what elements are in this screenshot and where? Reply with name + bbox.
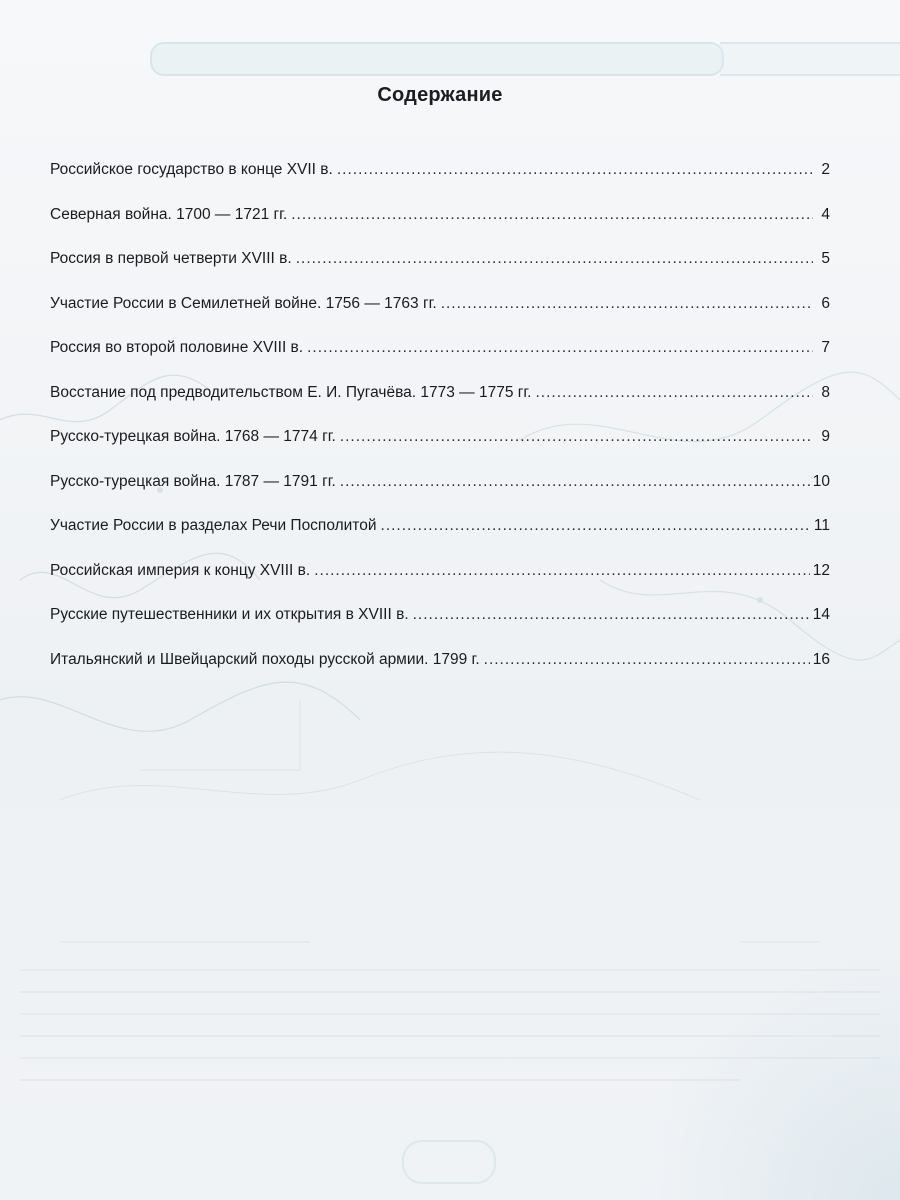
toc-entry-title: Восстание под предводительством Е. И. Пугачёва. 1773 — 1775 гг. [50,383,532,401]
toc-dot-leader [291,205,813,225]
toc-dot-leader [340,427,813,447]
toc-entry-page-number: 14 [812,606,830,623]
toc-dot-leader [535,383,813,403]
toc-title: Содержание [377,84,503,106]
toc-entry-page-number: 9 [821,428,830,445]
toc-entry [50,561,830,606]
page-corner-shadow [640,940,900,1200]
toc-entry-page-number: 12 [812,561,830,579]
toc-entry-title: Россия в первой четверти XVIII в. [50,250,292,267]
toc-entry-page-number: 7 [821,339,830,356]
toc-entry [50,249,830,294]
toc-entry-page-number: 10 [812,472,830,490]
toc-entry [50,338,830,383]
toc-dot-leader [340,472,810,492]
toc-entry [50,427,830,472]
toc-dot-leader [314,561,810,581]
toc-entry-title: Русско-турецкая война. 1787 — 1791 гг. [50,472,336,490]
toc-dot-leader [441,294,813,314]
toc-dot-leader [296,249,813,269]
toc-entry-page-number: 5 [821,250,830,267]
toc-entry-title: Россия во второй половине XVIII в. [50,339,304,356]
show-through-page-number-frame [402,1140,496,1184]
toc-entry [50,472,830,517]
toc-entry-title: Российская империя к концу XVIII в. [50,561,311,579]
toc-list [50,160,830,694]
toc-entry-page-number: 8 [821,383,830,401]
toc-entry-page-number: 16 [812,650,830,668]
toc-entry-title: Северная война. 1700 — 1721 гг. [50,205,288,223]
toc-dot-leader [337,160,813,180]
toc-dot-leader [307,338,813,358]
toc-dot-leader [484,650,810,670]
toc-entry-page-number: 6 [821,294,830,312]
toc-entry-page-number: 4 [821,205,830,223]
toc-entry [50,160,830,205]
toc-entry-title: Русско-турецкая война. 1768 — 1774 гг. [50,428,336,445]
toc-entry [50,294,830,339]
toc-entry [50,383,830,428]
toc-entry-title: Участие России в Семилетней войне. 1756 — 1763 гг. [50,294,437,312]
toc-entry-page-number: 2 [821,161,830,178]
toc-entry [50,205,830,250]
toc-dot-leader [413,605,810,625]
toc-entry-title: Итальянский и Швейцарский походы русской армии. 1799 г. [50,650,480,668]
toc-entry-title: Русские путешественники и их открытия в XVIII в. [50,606,409,623]
toc-entry [50,516,830,561]
toc-entry-title: Участие России в разделах Речи Посполитой [50,517,377,534]
toc-entry [50,650,830,695]
toc-entry-page-number: 11 [813,517,830,534]
toc-entry [50,605,830,650]
toc-entry-title: Российское государство в конце XVII в. [50,161,333,178]
toc-dot-leader [381,516,811,536]
